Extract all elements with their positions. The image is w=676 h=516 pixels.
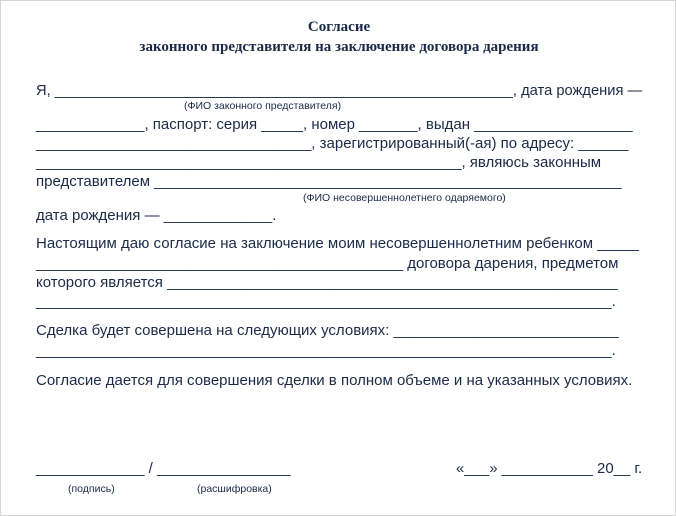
decode-caption: (расшифровка) (197, 483, 272, 495)
field-caption: (ФИО законного представителя) (184, 100, 342, 112)
text-line: Настоящим даю согласие на заключение моим несовершеннолетним ребенком _____ (36, 235, 639, 252)
signature-caption: (подпись) (68, 483, 115, 495)
text-line: Я, ________________________________________________________, дата рождения — (36, 82, 643, 99)
text-line: ____________________________________________ договора дарения, предметом (36, 255, 619, 272)
text-line: Сделка будет совершена на следующих условиях: ___________________________ (36, 322, 619, 339)
date-line: «___» ___________ 20__ г. (456, 460, 643, 477)
text-line: _____________________________________________________________________. (36, 293, 616, 310)
signature-line: _____________ / ________________ (36, 460, 291, 477)
text-line: представителем ________________________________________________________ (36, 173, 622, 190)
document-subtitle: законного представителя на заключение договора дарения (139, 39, 539, 55)
text-line: _________________________________, зарегистрированный(-ая) по адресу: ______ (36, 135, 629, 152)
document-title: Согласие (307, 19, 371, 35)
text-line: которого является ______________________________________________________ (36, 274, 618, 291)
text-line: _____________________________________________________________________. (36, 342, 616, 359)
field-caption: (ФИО несовершеннолетнего одаряемого) (303, 192, 506, 204)
text-line: дата рождения — _____________. (36, 207, 277, 224)
text-line: _____________, паспорт: серия _____, номер _______, выдан ___________________ (36, 116, 633, 133)
text-line: Согласие дается для совершения сделки в полном объеме и на указанных условиях. (36, 372, 633, 389)
text-line: ___________________________________________________, являюсь законным (36, 154, 602, 171)
